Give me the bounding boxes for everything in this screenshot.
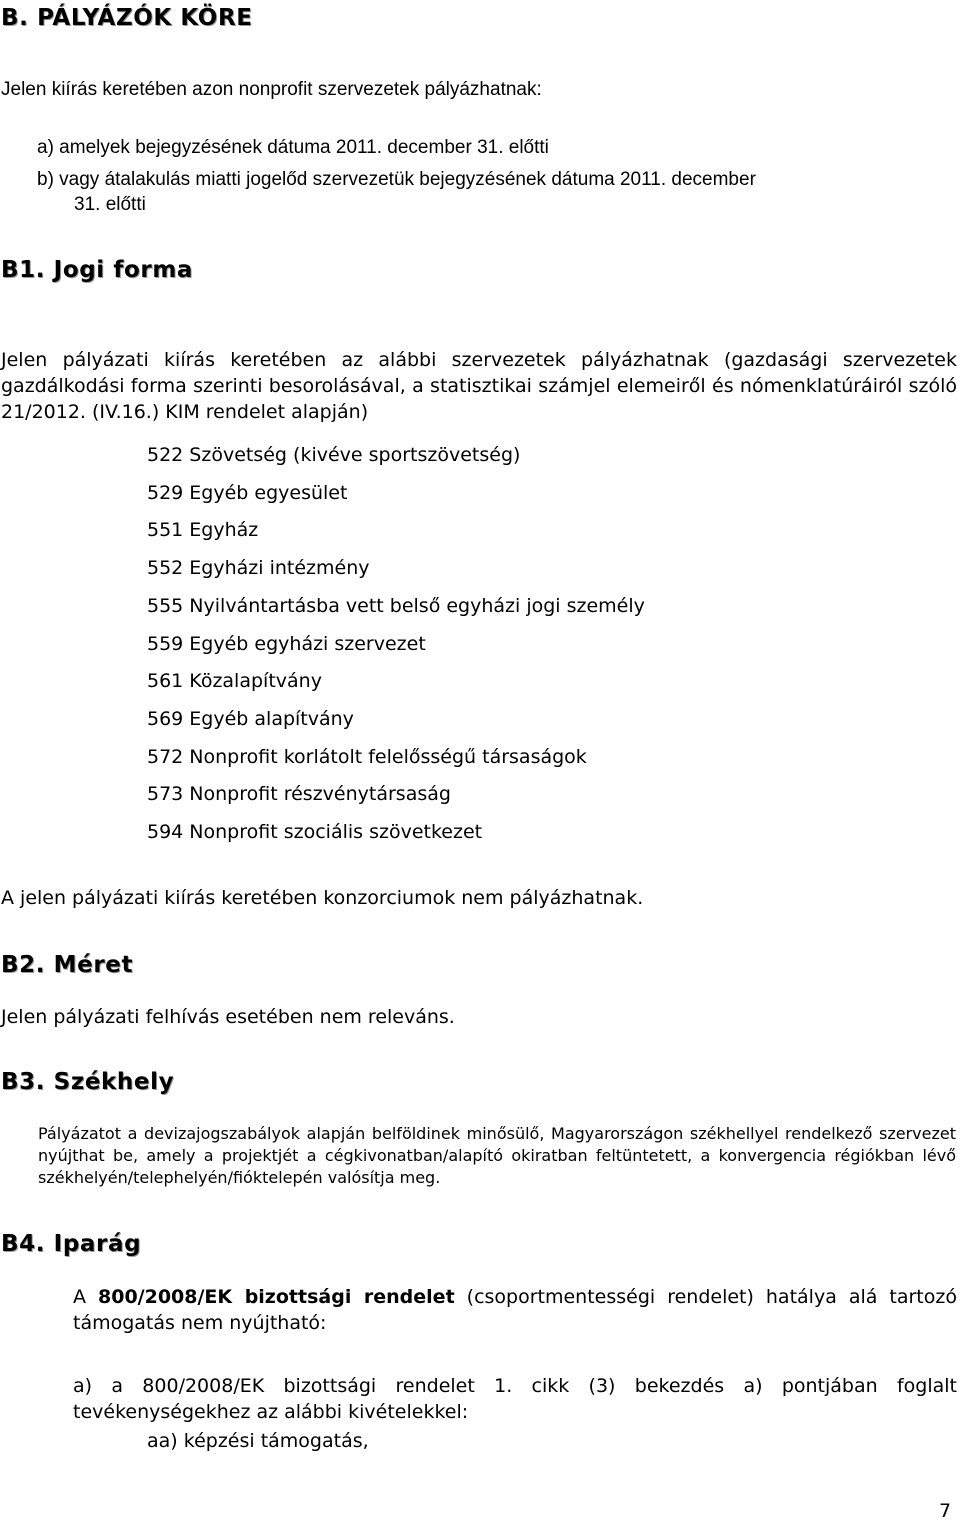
intro-item-b-line2: 31. előtti	[74, 194, 146, 215]
list-item: 555 Nyilvántartásba vett belső egyházi jogi személy	[147, 594, 645, 617]
list-item: 561 Közalapítvány	[147, 670, 322, 693]
list-item: 594 Nonprofit szociális szövetkezet	[147, 821, 483, 844]
b4-p1-post: (csoportmentességi rendelet) hatálya alá tartozó támogatás nem nyújtható:	[73, 1286, 957, 1334]
list-item: 522 Szövetség (kivéve sportszövetség)	[147, 444, 521, 466]
list-item: 569 Egyéb alapítvány	[147, 707, 354, 730]
b1-consortium-note: A jelen pályázati kiírás keretében konzorciumok nem pályázhatnak.	[1, 887, 644, 909]
b4-p1-regulation: 800/2008/EK bizottsági rendelet	[98, 1286, 455, 1308]
b2-text: Jelen pályázati felhívás esetében nem releváns.	[1, 1006, 455, 1028]
b1-org-list	[147, 437, 645, 852]
page-number: 7	[939, 1500, 952, 1522]
section-heading-b1: B1. Jogi forma	[1, 257, 194, 283]
list-item: 551 Egyház	[147, 519, 259, 542]
intro-item-b-line1: b) vagy átalakulás miatti jogelőd szervezetük bejegyzésének dátuma 2011. december	[37, 169, 756, 190]
intro-item-a: a) amelyek bejegyzésének dátuma 2011. december 31. előtti	[37, 137, 549, 158]
section-heading-b4: B4. Iparág	[1, 1231, 142, 1257]
b4-p1-pre: A	[73, 1286, 98, 1308]
section-heading-b: B. PÁLYÁZÓK KÖRE	[1, 5, 253, 31]
b4-paragraph-2: a) a 800/2008/EK bizottsági rendelet 1. cikk (3) bekezdés a) pontjában foglalt tevékenységekhez az alábbi kivételekkel:	[73, 1375, 957, 1423]
b4-item-aa: aa) képzési támogatás,	[147, 1430, 369, 1452]
intro-lead: Jelen kiírás keretében azon nonprofit szervezetek pályázhatnak:	[1, 79, 542, 100]
section-heading-b2: B2. Méret	[1, 952, 134, 978]
list-item: 529 Egyéb egyesület	[147, 481, 348, 504]
list-item: 559 Egyéb egyházi szervezet	[147, 632, 426, 655]
list-item: 552 Egyházi intézmény	[147, 557, 370, 580]
list-item: 572 Nonprofit korlátolt felelősségű társaságok	[147, 745, 587, 768]
b1-paragraph: Jelen pályázati kiírás keretében az alábbi szervezetek pályázhatnak (gazdasági szervezetek gazdálkodási forma szerinti besorolásával, a statisztikai számjel elemeiről és nómenklatúráiról szóló 21/2012. (IV.16.) KIM rendelet alapján)	[1, 349, 957, 423]
b4-paragraph-1	[73, 1284, 957, 1336]
b3-text: Pályázatot a devizajogszabályok alapján belföldinek minősülő, Magyarországon székhellyel rendelkező szervezet nyújthat be, amely a projektjét a cégkivonatban/alapító okiratban feltüntetett, a konvergencia régiókban lévő székhelyén/telephelyén/fióktelepén valósítja meg.	[38, 1124, 956, 1187]
section-heading-b3: B3. Székhely	[1, 1069, 175, 1095]
list-item: 573 Nonprofit részvénytársaság	[147, 783, 451, 806]
